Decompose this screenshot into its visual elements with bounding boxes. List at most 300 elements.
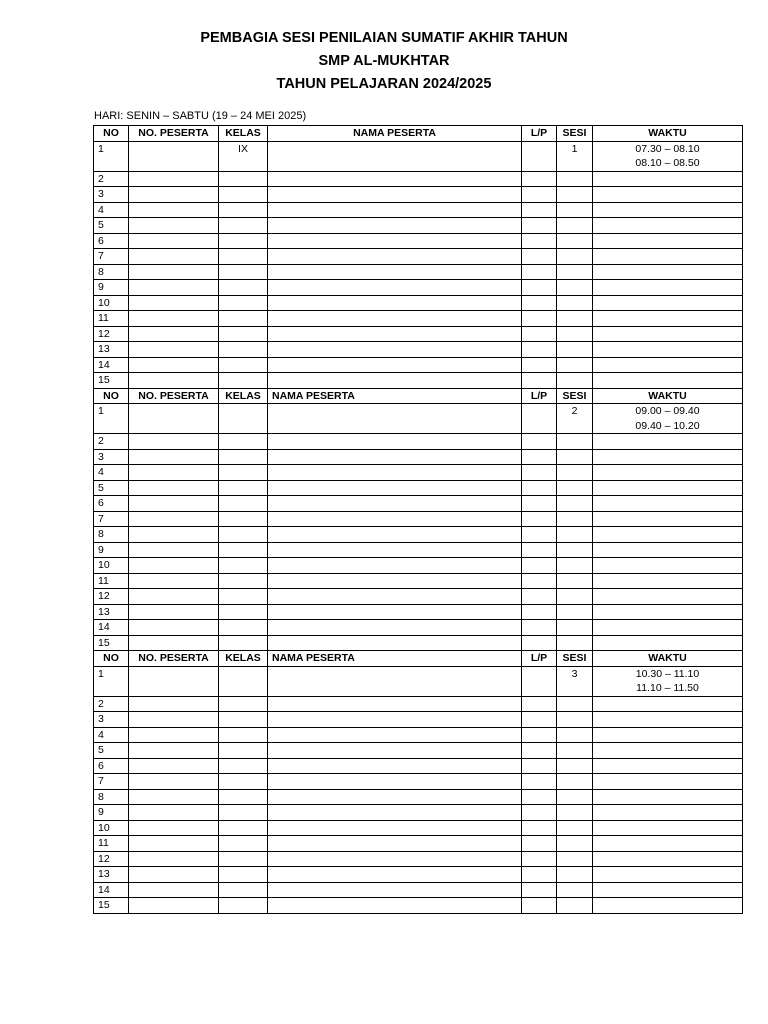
lp-cell[interactable] — [522, 727, 557, 743]
no-peserta-cell[interactable] — [129, 311, 219, 327]
no-peserta-cell[interactable] — [129, 187, 219, 203]
table-row — [94, 573, 743, 589]
table-row — [94, 558, 743, 574]
waktu-cell — [593, 465, 743, 481]
sesi-cell — [557, 326, 593, 342]
no-peserta-cell[interactable] — [129, 233, 219, 249]
nama-peserta-cell[interactable] — [268, 465, 522, 481]
nama-peserta-cell[interactable] — [268, 743, 522, 759]
sesi-cell: 3 — [557, 666, 593, 696]
row-number: 12 — [94, 326, 129, 342]
sesi-cell: 1 — [557, 141, 593, 171]
nama-peserta-cell[interactable] — [268, 882, 522, 898]
nama-peserta-cell[interactable] — [268, 202, 522, 218]
kelas-cell[interactable] — [219, 434, 268, 450]
lp-cell[interactable] — [522, 712, 557, 728]
kelas-cell[interactable] — [219, 589, 268, 605]
kelas-cell[interactable] — [219, 620, 268, 636]
kelas-cell[interactable] — [219, 882, 268, 898]
row-number: 13 — [94, 604, 129, 620]
waktu-cell — [593, 620, 743, 636]
nama-peserta-cell[interactable] — [268, 727, 522, 743]
waktu-cell — [593, 712, 743, 728]
row-number: 11 — [94, 311, 129, 327]
nama-peserta-cell[interactable] — [268, 589, 522, 605]
no-peserta-cell[interactable] — [129, 589, 219, 605]
no-peserta-cell[interactable] — [129, 218, 219, 234]
kelas-cell[interactable] — [219, 743, 268, 759]
header-kelas: KELAS — [219, 126, 268, 142]
waktu-cell — [593, 480, 743, 496]
title-line-1: PEMBAGIA SESI PENILAIAN SUMATIF AKHIR TAHUN — [200, 30, 568, 46]
sesi-cell — [557, 573, 593, 589]
no-peserta-cell[interactable] — [129, 465, 219, 481]
waktu-cell — [593, 527, 743, 543]
lp-cell[interactable] — [522, 295, 557, 311]
nama-peserta-cell[interactable] — [268, 280, 522, 296]
kelas-cell[interactable] — [219, 249, 268, 265]
lp-cell[interactable] — [522, 620, 557, 636]
kelas-cell[interactable] — [219, 264, 268, 280]
lp-cell[interactable] — [522, 573, 557, 589]
row-number: 10 — [94, 558, 129, 574]
row-number: 1 — [94, 141, 129, 171]
no-peserta-cell[interactable] — [129, 604, 219, 620]
nama-peserta-cell[interactable] — [268, 187, 522, 203]
no-peserta-cell[interactable] — [129, 696, 219, 712]
lp-cell[interactable] — [522, 789, 557, 805]
kelas-cell[interactable] — [219, 295, 268, 311]
kelas-cell[interactable] — [219, 218, 268, 234]
nama-peserta-cell[interactable] — [268, 295, 522, 311]
sesi-cell — [557, 820, 593, 836]
kelas-cell[interactable] — [219, 758, 268, 774]
table-header-row — [94, 126, 743, 142]
table-row — [94, 202, 743, 218]
sesi-cell — [557, 696, 593, 712]
table-row — [94, 604, 743, 620]
nama-peserta-cell[interactable] — [268, 218, 522, 234]
no-peserta-cell[interactable] — [129, 404, 219, 434]
row-number: 9 — [94, 280, 129, 296]
row-number: 8 — [94, 527, 129, 543]
kelas-cell[interactable] — [219, 774, 268, 790]
lp-cell[interactable] — [522, 836, 557, 852]
row-number: 3 — [94, 449, 129, 465]
nama-peserta-cell[interactable] — [268, 758, 522, 774]
no-peserta-cell[interactable] — [129, 342, 219, 358]
sesi-cell — [557, 434, 593, 450]
kelas-cell[interactable] — [219, 187, 268, 203]
waktu-cell — [593, 218, 743, 234]
no-peserta-cell[interactable] — [129, 202, 219, 218]
waktu-cell — [593, 558, 743, 574]
waktu-slot-1: 09.00 – 09.40 — [635, 405, 700, 417]
no-peserta-cell[interactable] — [129, 743, 219, 759]
waktu-cell — [593, 264, 743, 280]
waktu-cell — [593, 141, 743, 171]
lp-cell[interactable] — [522, 311, 557, 327]
lp-cell[interactable] — [522, 171, 557, 187]
kelas-cell[interactable] — [219, 449, 268, 465]
kelas-cell[interactable] — [219, 465, 268, 481]
sesi-cell — [557, 449, 593, 465]
nama-peserta-cell[interactable] — [268, 620, 522, 636]
header-lp: L/P — [522, 388, 557, 404]
kelas-cell[interactable] — [219, 404, 268, 434]
nama-peserta-cell[interactable] — [268, 342, 522, 358]
nama-peserta-cell[interactable] — [268, 789, 522, 805]
waktu-cell — [593, 295, 743, 311]
row-number: 4 — [94, 727, 129, 743]
no-peserta-cell[interactable] — [129, 558, 219, 574]
table-row — [94, 542, 743, 558]
sesi-cell — [557, 789, 593, 805]
kelas-cell[interactable] — [219, 851, 268, 867]
lp-cell[interactable] — [522, 542, 557, 558]
header-no-peserta: NO. PESERTA — [129, 651, 219, 667]
nama-peserta-cell[interactable] — [268, 774, 522, 790]
kelas-cell[interactable] — [219, 342, 268, 358]
kelas-cell[interactable] — [219, 357, 268, 373]
table-row — [94, 789, 743, 805]
no-peserta-cell[interactable] — [129, 635, 219, 651]
lp-cell[interactable] — [522, 218, 557, 234]
header-nama-peserta: NAMA PESERTA — [268, 651, 522, 667]
no-peserta-cell[interactable] — [129, 295, 219, 311]
no-peserta-cell[interactable] — [129, 542, 219, 558]
kelas-cell[interactable] — [219, 604, 268, 620]
nama-peserta-cell[interactable] — [268, 141, 522, 171]
sesi-cell — [557, 357, 593, 373]
kelas-cell[interactable] — [219, 558, 268, 574]
kelas-cell[interactable] — [219, 820, 268, 836]
sesi-cell — [557, 851, 593, 867]
nama-peserta-cell[interactable] — [268, 373, 522, 389]
kelas-cell[interactable] — [219, 542, 268, 558]
kelas-cell[interactable] — [219, 280, 268, 296]
row-number: 3 — [94, 187, 129, 203]
table-row — [94, 311, 743, 327]
kelas-cell[interactable] — [219, 666, 268, 696]
lp-cell[interactable] — [522, 851, 557, 867]
lp-cell[interactable] — [522, 666, 557, 696]
kelas-cell[interactable] — [219, 789, 268, 805]
lp-cell[interactable] — [522, 496, 557, 512]
no-peserta-cell[interactable] — [129, 357, 219, 373]
lp-cell[interactable] — [522, 449, 557, 465]
row-number: 15 — [94, 898, 129, 914]
sesi-cell — [557, 295, 593, 311]
row-number: 14 — [94, 620, 129, 636]
waktu-cell — [593, 202, 743, 218]
nama-peserta-cell[interactable] — [268, 233, 522, 249]
sesi-cell — [557, 542, 593, 558]
no-peserta-cell[interactable] — [129, 805, 219, 821]
row-number: 7 — [94, 774, 129, 790]
nama-peserta-cell[interactable] — [268, 558, 522, 574]
no-peserta-cell[interactable] — [129, 141, 219, 171]
nama-peserta-cell[interactable] — [268, 326, 522, 342]
no-peserta-cell[interactable] — [129, 820, 219, 836]
nama-peserta-cell[interactable] — [268, 449, 522, 465]
no-peserta-cell[interactable] — [129, 620, 219, 636]
lp-cell[interactable] — [522, 202, 557, 218]
row-number: 10 — [94, 820, 129, 836]
table-row — [94, 141, 743, 171]
nama-peserta-cell[interactable] — [268, 696, 522, 712]
kelas-cell[interactable] — [219, 527, 268, 543]
sesi-cell — [557, 511, 593, 527]
waktu-cell — [593, 404, 743, 434]
sesi-cell — [557, 233, 593, 249]
row-number: 2 — [94, 696, 129, 712]
no-peserta-cell[interactable] — [129, 836, 219, 852]
no-peserta-cell[interactable] — [129, 527, 219, 543]
no-peserta-cell[interactable] — [129, 898, 219, 914]
no-peserta-cell[interactable] — [129, 573, 219, 589]
lp-cell[interactable] — [522, 249, 557, 265]
header-no-peserta: NO. PESERTA — [129, 126, 219, 142]
kelas-cell[interactable] — [219, 171, 268, 187]
header-nama-peserta: NAMA PESERTA — [268, 388, 522, 404]
lp-cell[interactable] — [522, 373, 557, 389]
no-peserta-cell[interactable] — [129, 727, 219, 743]
table-row — [94, 727, 743, 743]
kelas-cell[interactable] — [219, 326, 268, 342]
kelas-cell[interactable] — [219, 898, 268, 914]
nama-peserta-cell[interactable] — [268, 836, 522, 852]
table-row — [94, 820, 743, 836]
sesi-cell — [557, 187, 593, 203]
kelas-cell[interactable] — [219, 805, 268, 821]
nama-peserta-cell[interactable] — [268, 805, 522, 821]
lp-cell[interactable] — [522, 898, 557, 914]
row-number: 1 — [94, 666, 129, 696]
kelas-cell[interactable] — [219, 836, 268, 852]
no-peserta-cell[interactable] — [129, 789, 219, 805]
lp-cell[interactable] — [522, 480, 557, 496]
table-row — [94, 666, 743, 696]
nama-peserta-cell[interactable] — [268, 434, 522, 450]
no-peserta-cell[interactable] — [129, 867, 219, 883]
kelas-cell[interactable] — [219, 496, 268, 512]
row-number: 2 — [94, 171, 129, 187]
lp-cell[interactable] — [522, 342, 557, 358]
lp-cell[interactable] — [522, 404, 557, 434]
lp-cell[interactable] — [522, 589, 557, 605]
header-no: NO — [94, 388, 129, 404]
sesi-cell — [557, 758, 593, 774]
kelas-cell[interactable] — [219, 635, 268, 651]
lp-cell[interactable] — [522, 233, 557, 249]
lp-cell[interactable] — [522, 774, 557, 790]
row-number: 9 — [94, 805, 129, 821]
header-kelas: KELAS — [219, 388, 268, 404]
waktu-cell — [593, 233, 743, 249]
sesi-cell — [557, 480, 593, 496]
nama-peserta-cell[interactable] — [268, 898, 522, 914]
kelas-cell[interactable] — [219, 373, 268, 389]
lp-cell[interactable] — [522, 357, 557, 373]
table-row — [94, 373, 743, 389]
lp-cell[interactable] — [522, 558, 557, 574]
kelas-cell[interactable] — [219, 311, 268, 327]
lp-cell[interactable] — [522, 280, 557, 296]
no-peserta-cell[interactable] — [129, 758, 219, 774]
lp-cell[interactable] — [522, 187, 557, 203]
kelas-cell[interactable] — [219, 202, 268, 218]
row-number: 15 — [94, 373, 129, 389]
kelas-cell[interactable] — [219, 233, 268, 249]
no-peserta-cell[interactable] — [129, 280, 219, 296]
table-row — [94, 805, 743, 821]
no-peserta-cell[interactable] — [129, 496, 219, 512]
title-line-2: SMP AL-MUKHTAR — [318, 53, 450, 69]
nama-peserta-cell[interactable] — [268, 604, 522, 620]
waktu-cell — [593, 635, 743, 651]
waktu-cell — [593, 280, 743, 296]
row-number: 11 — [94, 573, 129, 589]
nama-peserta-cell[interactable] — [268, 496, 522, 512]
session-table — [93, 125, 743, 914]
header-waktu: WAKTU — [593, 388, 743, 404]
lp-cell[interactable] — [522, 743, 557, 759]
nama-peserta-cell[interactable] — [268, 573, 522, 589]
table-row — [94, 635, 743, 651]
nama-peserta-cell[interactable] — [268, 867, 522, 883]
row-number: 8 — [94, 264, 129, 280]
table-header-row — [94, 388, 743, 404]
kelas-cell[interactable] — [219, 712, 268, 728]
sesi-cell — [557, 882, 593, 898]
no-peserta-cell[interactable] — [129, 712, 219, 728]
row-number: 5 — [94, 218, 129, 234]
waktu-cell — [593, 357, 743, 373]
nama-peserta-cell[interactable] — [268, 511, 522, 527]
sesi-cell — [557, 712, 593, 728]
table-row — [94, 449, 743, 465]
lp-cell[interactable] — [522, 805, 557, 821]
no-peserta-cell[interactable] — [129, 171, 219, 187]
waktu-cell — [593, 573, 743, 589]
header-waktu: WAKTU — [593, 651, 743, 667]
nama-peserta-cell[interactable] — [268, 820, 522, 836]
waktu-cell — [593, 743, 743, 759]
sesi-cell — [557, 171, 593, 187]
table-row — [94, 696, 743, 712]
nama-peserta-cell[interactable] — [268, 357, 522, 373]
nama-peserta-cell[interactable] — [268, 666, 522, 696]
waktu-cell — [593, 249, 743, 265]
nama-peserta-cell[interactable] — [268, 249, 522, 265]
row-number: 3 — [94, 712, 129, 728]
sesi-cell — [557, 604, 593, 620]
header-kelas: KELAS — [219, 651, 268, 667]
nama-peserta-cell[interactable] — [268, 404, 522, 434]
lp-cell[interactable] — [522, 820, 557, 836]
header-waktu: WAKTU — [593, 126, 743, 142]
nama-peserta-cell[interactable] — [268, 851, 522, 867]
lp-cell[interactable] — [522, 867, 557, 883]
no-peserta-cell[interactable] — [129, 264, 219, 280]
no-peserta-cell[interactable] — [129, 434, 219, 450]
row-number: 14 — [94, 357, 129, 373]
lp-cell[interactable] — [522, 511, 557, 527]
no-peserta-cell[interactable] — [129, 666, 219, 696]
lp-cell[interactable] — [522, 635, 557, 651]
sesi-cell — [557, 311, 593, 327]
kelas-cell[interactable] — [219, 511, 268, 527]
table-row — [94, 898, 743, 914]
lp-cell[interactable] — [522, 882, 557, 898]
nama-peserta-cell[interactable] — [268, 171, 522, 187]
no-peserta-cell[interactable] — [129, 449, 219, 465]
no-peserta-cell[interactable] — [129, 882, 219, 898]
sesi-cell — [557, 898, 593, 914]
nama-peserta-cell[interactable] — [268, 712, 522, 728]
lp-cell[interactable] — [522, 758, 557, 774]
nama-peserta-cell[interactable] — [268, 480, 522, 496]
lp-cell[interactable] — [522, 326, 557, 342]
waktu-cell — [593, 836, 743, 852]
table-row — [94, 480, 743, 496]
row-number: 6 — [94, 496, 129, 512]
sesi-cell — [557, 342, 593, 358]
sesi-cell — [557, 373, 593, 389]
header-sesi: SESI — [557, 651, 593, 667]
nama-peserta-cell[interactable] — [268, 527, 522, 543]
no-peserta-cell[interactable] — [129, 511, 219, 527]
nama-peserta-cell[interactable] — [268, 635, 522, 651]
row-number: 6 — [94, 758, 129, 774]
lp-cell[interactable] — [522, 434, 557, 450]
row-number: 13 — [94, 867, 129, 883]
table-row — [94, 743, 743, 759]
sesi-cell — [557, 527, 593, 543]
waktu-cell — [593, 187, 743, 203]
lp-cell[interactable] — [522, 604, 557, 620]
kelas-cell[interactable] — [219, 480, 268, 496]
no-peserta-cell[interactable] — [129, 249, 219, 265]
lp-cell[interactable] — [522, 696, 557, 712]
lp-cell[interactable] — [522, 141, 557, 171]
lp-cell[interactable] — [522, 527, 557, 543]
kelas-cell[interactable] — [219, 727, 268, 743]
no-peserta-cell[interactable] — [129, 480, 219, 496]
lp-cell[interactable] — [522, 465, 557, 481]
no-peserta-cell[interactable] — [129, 774, 219, 790]
waktu-cell — [593, 851, 743, 867]
kelas-cell[interactable]: IX — [219, 141, 268, 171]
waktu-cell — [593, 542, 743, 558]
kelas-cell[interactable] — [219, 696, 268, 712]
table-row — [94, 264, 743, 280]
nama-peserta-cell[interactable] — [268, 311, 522, 327]
table-row — [94, 357, 743, 373]
no-peserta-cell[interactable] — [129, 373, 219, 389]
table-row — [94, 171, 743, 187]
table-row — [94, 836, 743, 852]
nama-peserta-cell[interactable] — [268, 542, 522, 558]
row-number: 1 — [94, 404, 129, 434]
lp-cell[interactable] — [522, 264, 557, 280]
no-peserta-cell[interactable] — [129, 851, 219, 867]
no-peserta-cell[interactable] — [129, 326, 219, 342]
kelas-cell[interactable] — [219, 867, 268, 883]
nama-peserta-cell[interactable] — [268, 264, 522, 280]
kelas-cell[interactable] — [219, 573, 268, 589]
